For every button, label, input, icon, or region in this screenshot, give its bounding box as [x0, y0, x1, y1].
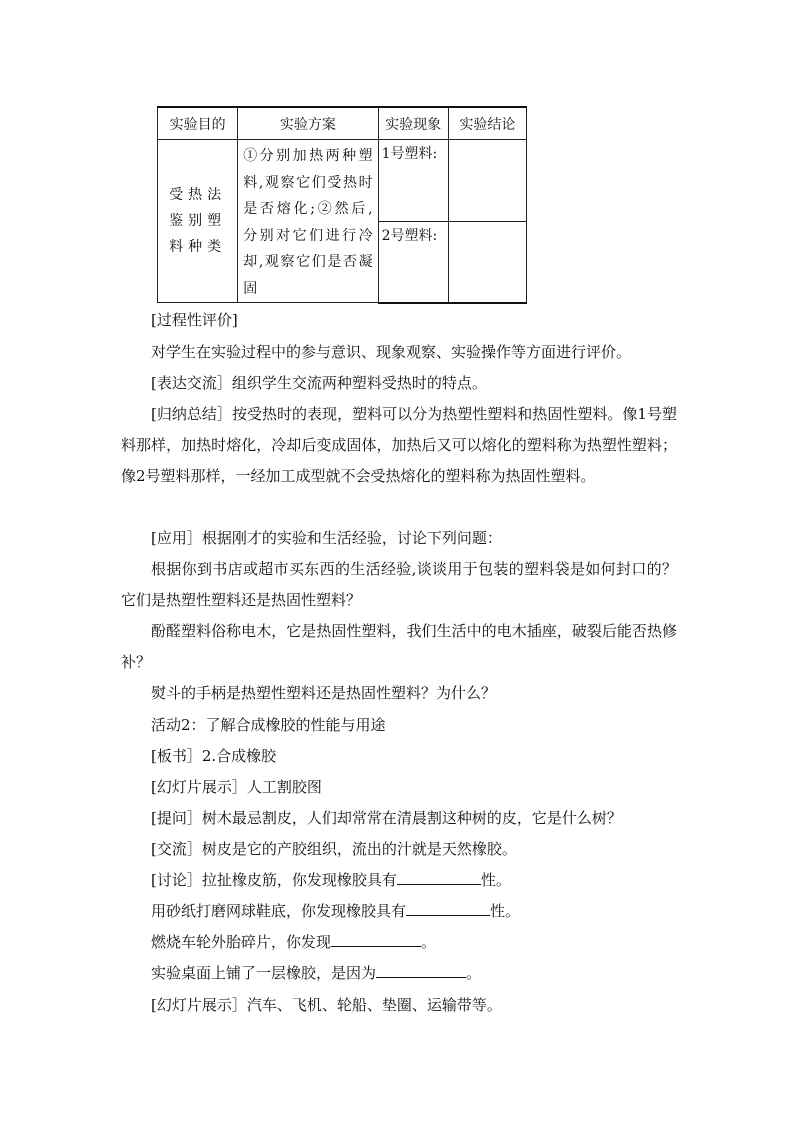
paragraph-slide-uses: [幻灯片展示］汽车、飞机、轮船、垫圈、运输带等。 [151, 996, 502, 1014]
paragraph-question-bag: 根据你到书店或超市买东西的生活经验,谈谈用于包装的塑料袋是如何封口的？它们是热塑性塑料还是热固性塑料？ [121, 560, 677, 609]
sandpaper-suffix: 性。 [490, 902, 521, 920]
table-row [158, 140, 527, 222]
paragraph-activity-2: 活动2：了解合成橡胶的性能与用途 [151, 716, 386, 734]
paragraph-sandpaper [121, 896, 677, 927]
fill-blank [406, 899, 490, 916]
burning-text: 燃烧车轮外胎碎片，你发现 [151, 933, 332, 951]
cell-conclusion-1 [448, 140, 526, 222]
paragraph-application: [应用］根据刚才的实验和生活经验，讨论下列问题： [151, 529, 502, 547]
paragraph-question-bakelite: 酚醛塑料俗称电木，它是热固性塑料，我们生活中的电木插座，破裂后能否热修补？ [121, 622, 677, 671]
paragraph-question-tree: [提问］树木最忌割皮，人们却常常在清晨割这种树的皮，它是什么树？ [151, 809, 622, 827]
paragraph-slide-tapping: [幻灯片展示］人工割胶图 [151, 778, 322, 796]
cell-conclusion-2 [448, 221, 526, 303]
paragraph-discussion [121, 865, 677, 896]
sandpaper-text: 用砂纸打磨网球鞋底，你发现橡胶具有 [151, 902, 407, 920]
experiment-table [157, 106, 527, 304]
paragraph-board: [板书］2.合成橡胶 [151, 747, 277, 765]
fill-blank [331, 930, 421, 947]
fill-blank [376, 961, 466, 978]
header-plan: 实验方案 [238, 107, 378, 140]
header-observation: 实验现象 [378, 107, 448, 140]
cell-goal: 受热法鉴别塑料种类 [158, 140, 238, 303]
cell-observation-1: 1号塑料: [378, 140, 448, 222]
discussion-suffix: 性。 [480, 871, 511, 889]
cell-plan: ①分别加热两种塑料,观察它们受热时是否熔化;②然后,分别对它们进行冷却,观察它们是否凝固 [238, 140, 378, 303]
paragraph-summary: [归纳总结］按受热时的表现，塑料可以分为热塑性塑料和热固性塑料。像1号塑料那样，加热时熔化，冷却后变成固体，加热后又可以熔化的塑料称为热塑性塑料；像2号塑料那样，一经加工成型就不会受热熔化的塑料称为热固性塑料。 [121, 405, 677, 485]
table-header-row [158, 107, 527, 140]
fill-blank [397, 868, 481, 885]
lab-table-text: 实验桌面上铺了一层橡胶，是因为 [151, 964, 377, 982]
cell-observation-2: 2号塑料: [378, 221, 448, 303]
paragraph-eval-text: 对学生在实验过程中的参与意识、现象观察、实验操作等方面进行评价。 [151, 343, 632, 361]
header-goal: 实验目的 [158, 107, 238, 140]
paragraph-burning [121, 927, 677, 958]
paragraph-exchange: [交流］树皮是它的产胶组织，流出的汁就是天然橡胶。 [151, 840, 517, 858]
header-conclusion: 实验结论 [448, 107, 526, 140]
paragraph-question-iron: 熨斗的手柄是热塑性塑料还是热固性塑料？为什么？ [151, 684, 497, 702]
paragraph-communication: [表达交流］组织学生交流两种塑料受热时的特点。 [151, 374, 487, 392]
paragraph-process-eval: [过程性评价] [151, 311, 238, 329]
burning-suffix: 。 [421, 933, 437, 951]
paragraph-lab-table [121, 958, 677, 989]
lab-table-suffix: 。 [466, 964, 482, 982]
discussion-text: [讨论］拉扯橡皮筋，你发现橡胶具有 [151, 871, 397, 889]
